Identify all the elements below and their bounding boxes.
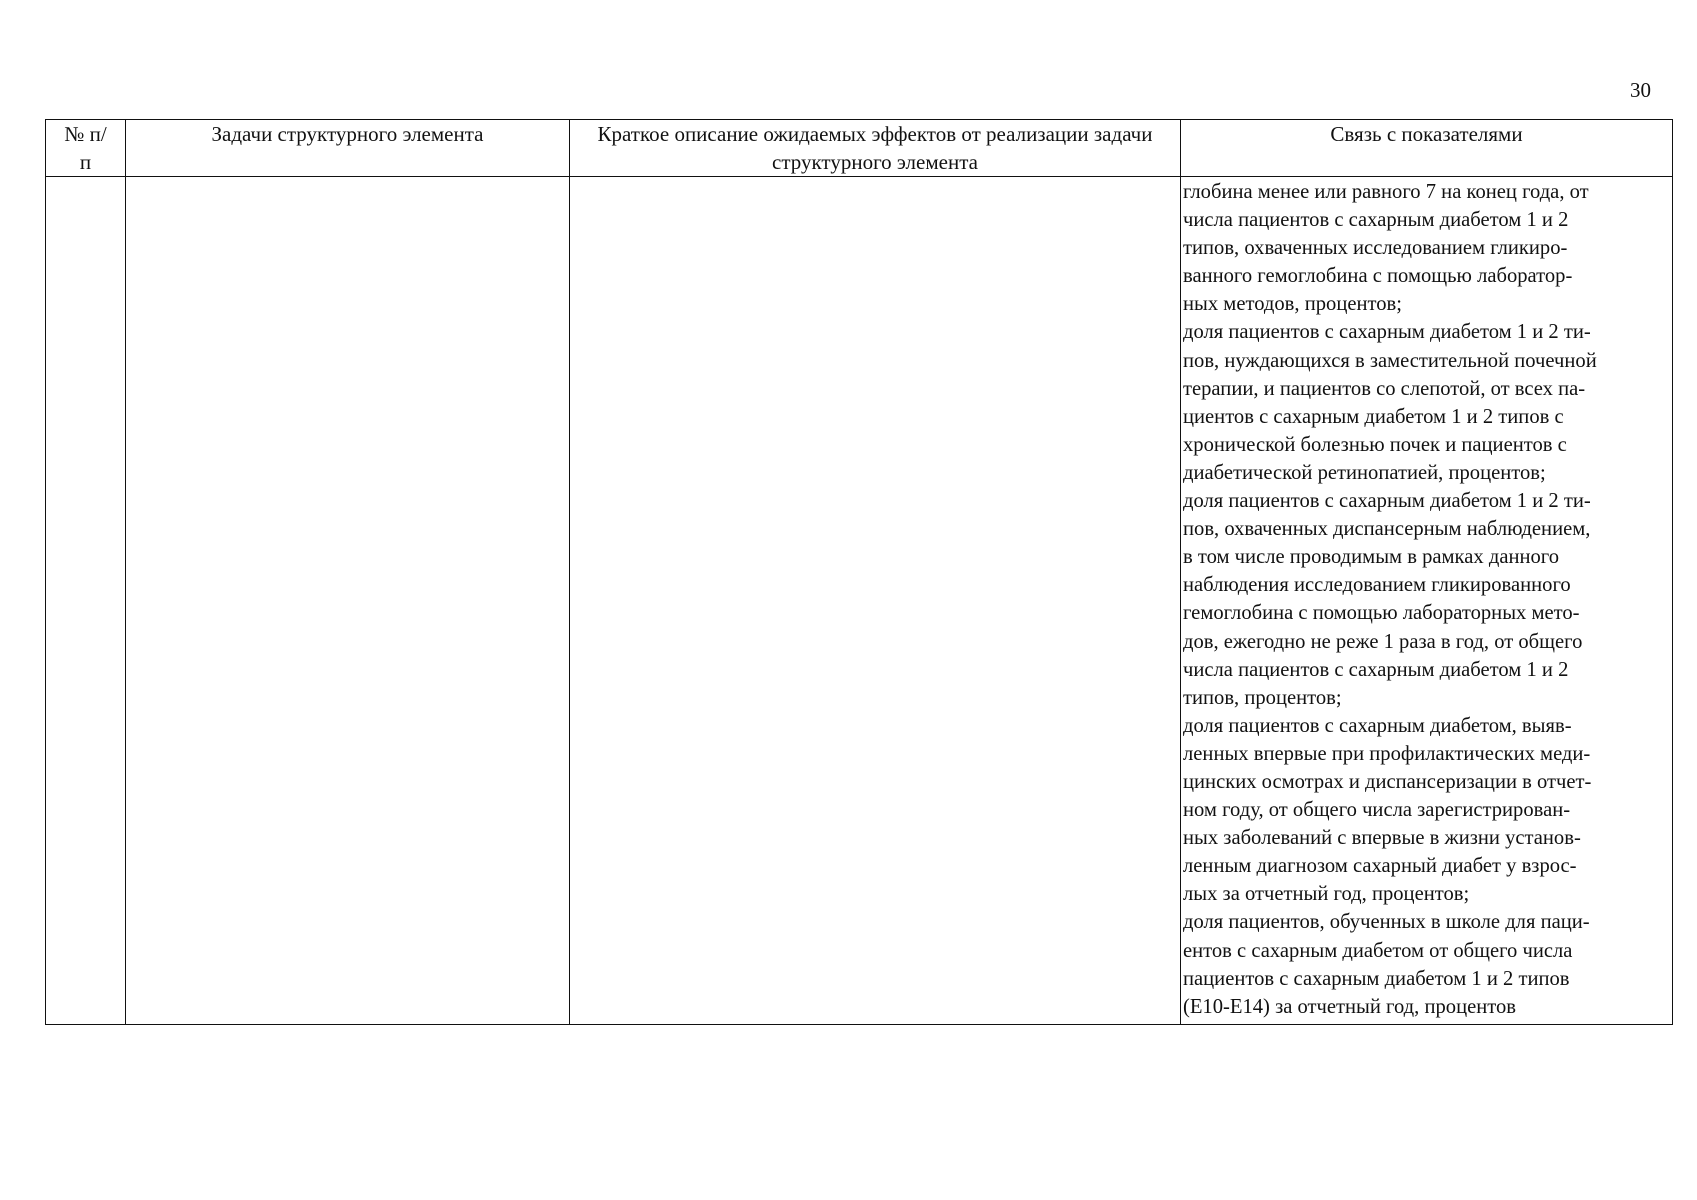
indicator-text-line: дов, ежегодно не реже 1 раза в год, от общего: [1183, 630, 1583, 653]
indicator-text-line: ентов с сахарным диабетом от общего числа: [1183, 939, 1573, 962]
indicator-text-line: пациентов с сахарным диабетом 1 и 2 типов: [1183, 967, 1570, 990]
header-task-label: Задачи структурного элемента: [211, 122, 484, 146]
indicator-text-line: доля пациентов с сахарным диабетом, выяв-: [1183, 714, 1572, 737]
indicator-text-line: доля пациентов, обученных в школе для паци-: [1183, 911, 1590, 934]
cell-link: [1181, 177, 1673, 1025]
indicator-text-line: доля пациентов с сахарным диабетом 1 и 2 ти-: [1183, 321, 1591, 344]
indicator-text-line: ленным диагнозом сахарный диабет у взрос-: [1183, 855, 1577, 878]
indicator-text-line: хронической болезнью почек и пациентов с: [1183, 433, 1567, 456]
table-row: [46, 177, 1673, 1025]
indicator-text-line: ных заболеваний с впервые в жизни установ-: [1183, 827, 1581, 850]
cell-description: [570, 177, 1181, 1025]
header-link-label: Связь с показателями: [1330, 122, 1523, 146]
indicator-text-line: наблюдения исследованием гликированного: [1183, 574, 1571, 597]
indicator-text-line: ных методов, процентов;: [1183, 293, 1402, 316]
indicators-table: [45, 119, 1673, 1025]
indicator-text-line: доля пациентов с сахарным диабетом 1 и 2 ти-: [1183, 490, 1591, 513]
indicator-text-line: диабетической ретинопатией, процентов;: [1183, 461, 1546, 484]
cell-num: [46, 177, 126, 1025]
header-description: [570, 120, 1181, 177]
indicator-text-line: ленных впервые при профилактических меди-: [1183, 742, 1591, 765]
indicator-text-line: циентов с сахарным диабетом 1 и 2 типов с: [1183, 405, 1564, 428]
header-task: [126, 120, 570, 177]
indicator-text-line: числа пациентов с сахарным диабетом 1 и 2: [1183, 209, 1569, 232]
table-header-row: [46, 120, 1673, 177]
header-num: [46, 120, 126, 177]
cell-task: [126, 177, 570, 1025]
indicator-text-line: типов, процентов;: [1183, 686, 1342, 709]
indicator-text-line: (E10-E14) за отчетный год, процентов: [1183, 995, 1516, 1018]
indicator-text-line: гемоглобина с помощью лабораторных мето-: [1183, 602, 1580, 625]
indicator-text-line: терапии, и пациентов со слепотой, от всех па-: [1183, 377, 1586, 400]
indicator-text-line: цинских осмотрах и диспансеризации в отчет-: [1183, 770, 1592, 793]
indicator-link-text: [1181, 177, 1672, 1021]
indicator-text-line: в том числе проводимым в рамках данного: [1183, 546, 1560, 569]
indicator-text-line: ном году, от общего числа зарегистрирован-: [1183, 799, 1571, 822]
header-num-label: № п/п: [64, 122, 107, 174]
indicator-text-line: глобина менее или равного 7 на конец года, от: [1183, 181, 1589, 203]
indicator-text-line: лых за отчетный год, процентов;: [1183, 883, 1470, 906]
page-number: 30: [1630, 78, 1651, 102]
indicator-text-line: пов, нуждающихся в заместительной почечной: [1183, 349, 1597, 372]
indicator-text-line: числа пациентов с сахарным диабетом 1 и 2: [1183, 658, 1569, 681]
indicator-text-line: ванного гемоглобина с помощью лаборатор-: [1183, 265, 1573, 288]
indicator-text-line: пов, охваченных диспансерным наблюдением,: [1183, 518, 1591, 541]
header-link: [1181, 120, 1673, 177]
header-description-label: Краткое описание ожидаемых эффектов от реализации задачи структурного элемента: [597, 122, 1153, 174]
indicator-text-line: типов, охваченных исследованием гликиро-: [1183, 237, 1568, 260]
